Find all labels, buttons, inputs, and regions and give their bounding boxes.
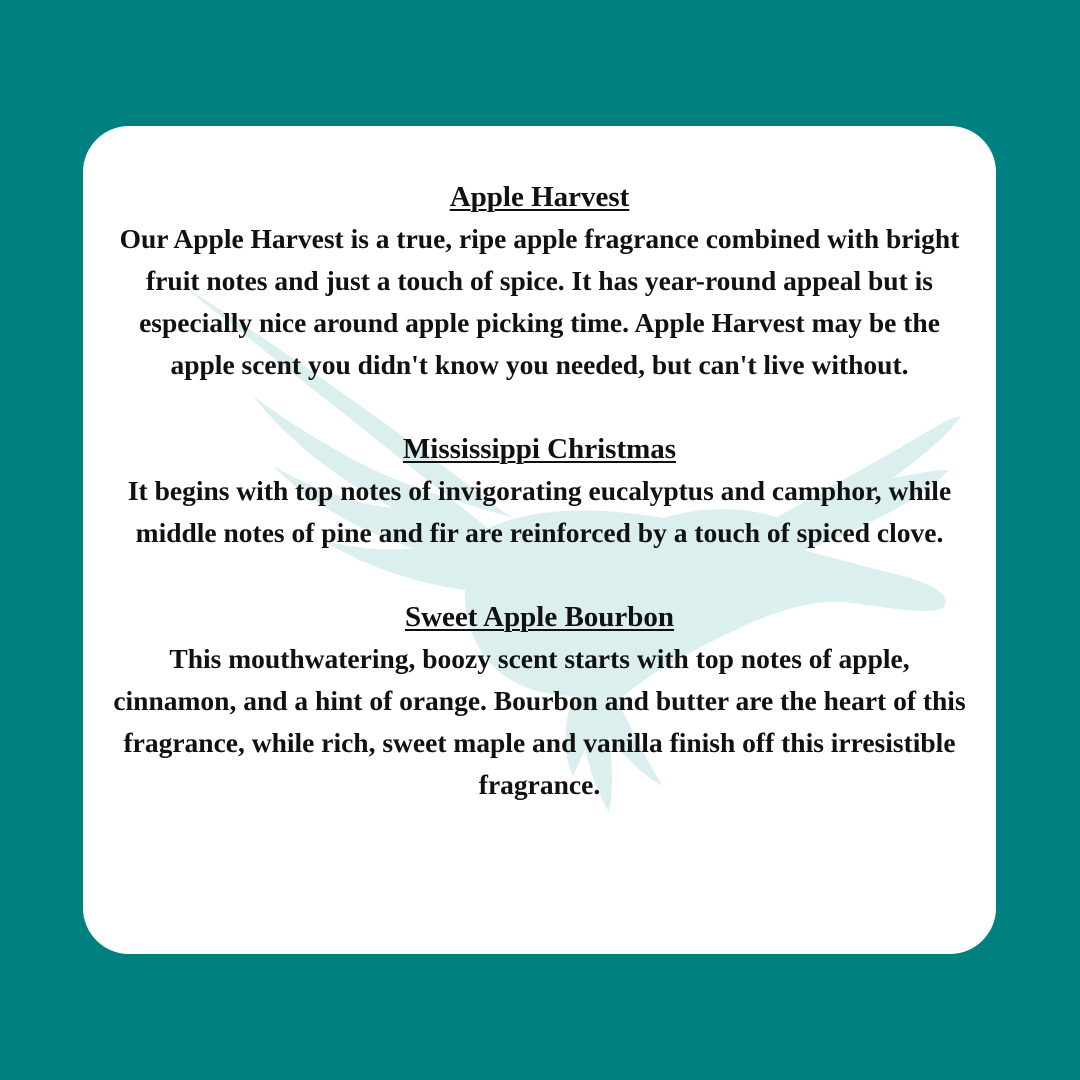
section-apple-harvest [83,176,996,386]
section-title: Mississippi Christmas [402,433,677,465]
section-title: Sweet Apple Bourbon [404,601,675,633]
section-body: This mouthwatering, boozy scent starts with top notes of apple, cinnamon, and a hint of orange. Bourbon and butter are the heart of this fragrance, while rich, sweet maple and vanilla finish off this irresistible fragrance. [113,643,966,800]
section-body: It begins with top notes of invigorating eucalyptus and camphor, while middle notes of pine and fir are reinforced by a touch of spiced clove. [127,475,952,548]
description-card [83,126,996,954]
section-mississippi-christmas [83,428,996,554]
section-title: Apple Harvest [449,181,630,213]
section-body: Our Apple Harvest is a true, ripe apple fragrance combined with bright fruit notes and just a touch of spice. It has year-round appeal but is especially nice around apple picking time. Apple Harvest may be the apple scent you didn't know you needed, but can't live without. [119,223,960,380]
section-sweet-apple-bourbon [83,596,996,806]
fragrance-list [83,176,996,806]
